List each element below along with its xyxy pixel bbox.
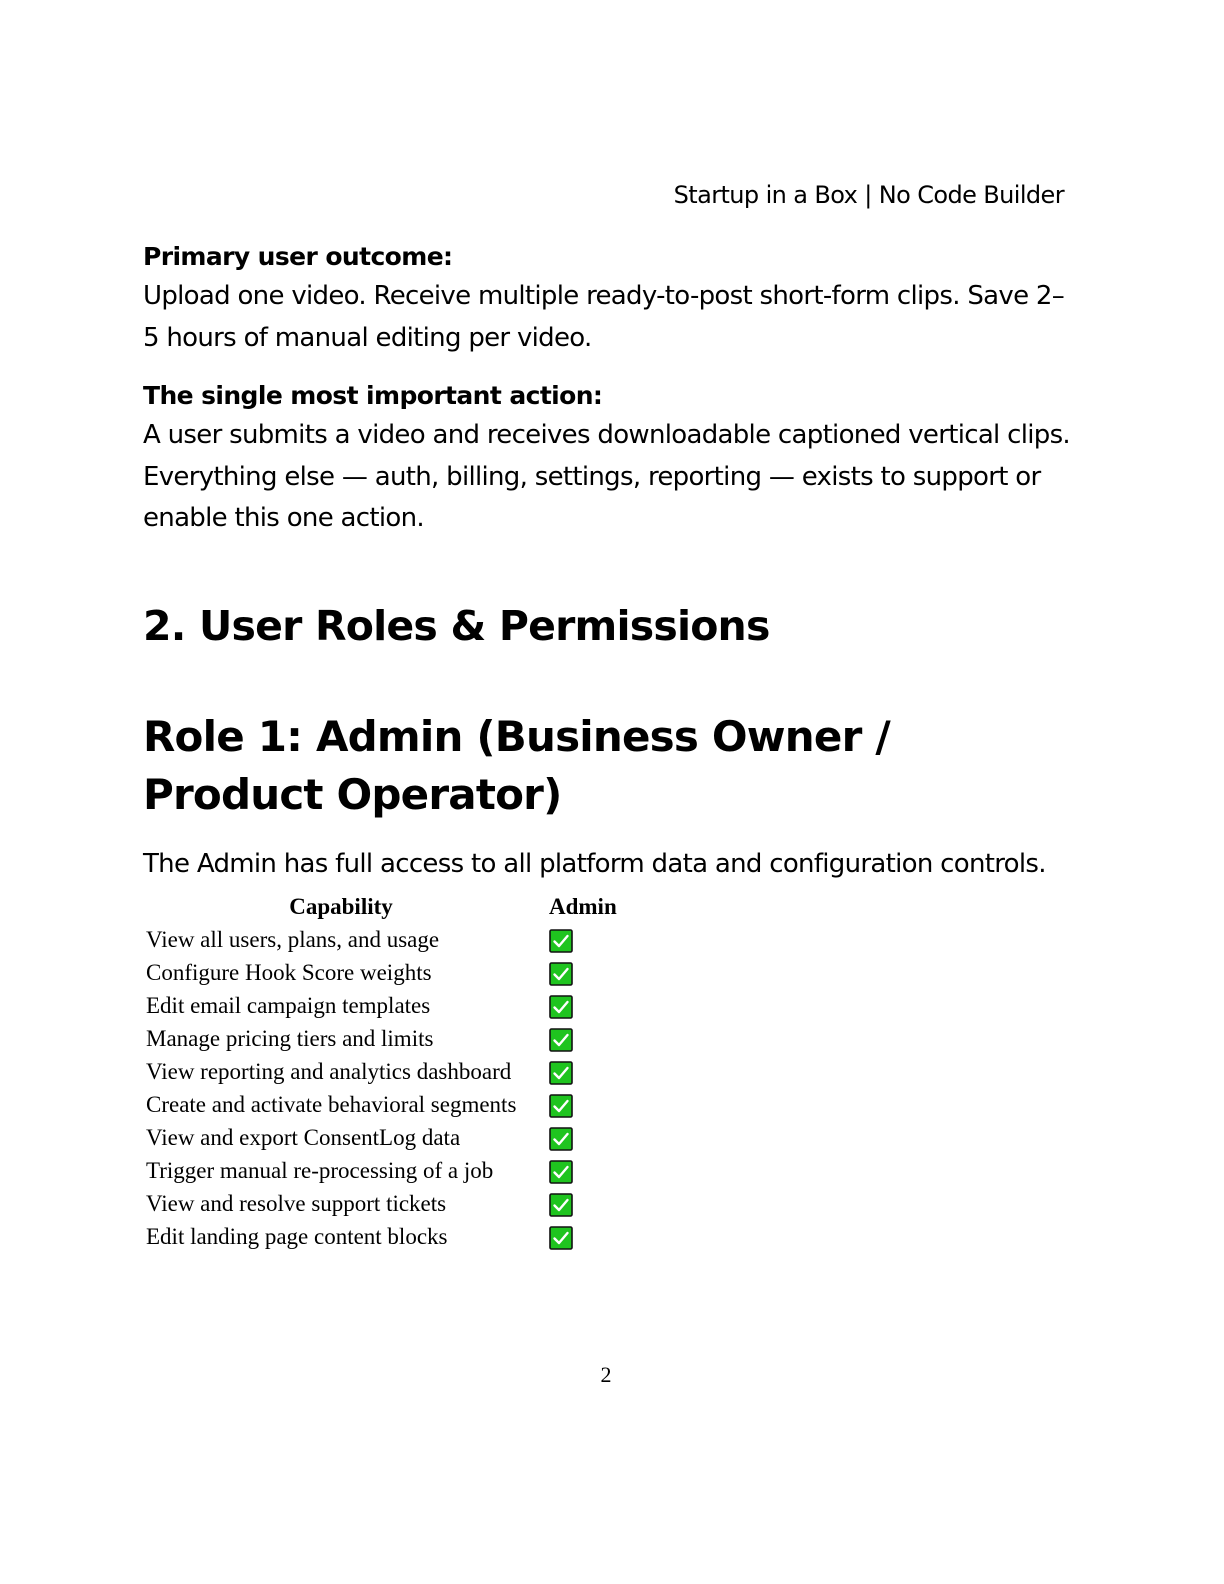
admin-permission-cell [539, 923, 620, 956]
capability-cell: View reporting and analytics dashboard [146, 1058, 512, 1084]
table-row [143, 1055, 620, 1088]
table-row [143, 923, 620, 956]
check-mark-icon [549, 1127, 573, 1151]
check-mark-icon [549, 1094, 573, 1118]
check-mark-icon [549, 1061, 573, 1085]
section-heading: 2. User Roles & Permissions [143, 601, 770, 650]
capability-cell: View and resolve support tickets [146, 1190, 447, 1216]
permissions-table-body [143, 923, 620, 1253]
outcome-text: Upload one video. Receive multiple ready-to-post short-form clips. Save 2–5 hours of manual editing per video. [143, 281, 1065, 353]
admin-permission-cell [539, 1055, 620, 1088]
admin-permission-cell [539, 956, 620, 989]
table-row [143, 989, 620, 1022]
check-mark-icon [549, 1193, 573, 1217]
check-mark-icon [549, 929, 573, 953]
capability-cell: Edit landing page content blocks [146, 1223, 448, 1249]
table-row [143, 1220, 620, 1253]
check-mark-icon [549, 962, 573, 986]
role-heading: Role 1: Admin (Business Owner / Product Operator) [143, 711, 890, 819]
admin-permission-cell [539, 1022, 620, 1055]
capability-cell: Configure Hook Score weights [146, 959, 432, 985]
role-description: The Admin has full access to all platform data and configuration controls. [143, 848, 1046, 879]
page-number: 2 [600, 1362, 612, 1387]
table-row [143, 1187, 620, 1220]
document-body [143, 238, 1073, 885]
outcome-label: Primary user outcome: [143, 242, 453, 271]
outcome-block [143, 238, 1073, 359]
table-row [143, 1154, 620, 1187]
admin-column-header: Admin [549, 893, 617, 919]
check-mark-icon [549, 1028, 573, 1052]
table-header-row [143, 890, 620, 923]
check-mark-icon [549, 1160, 573, 1184]
capability-column-header: Capability [289, 893, 393, 919]
check-mark-icon [549, 995, 573, 1019]
admin-permission-cell [539, 1088, 620, 1121]
action-text: A user submits a video and receives downloadable captioned vertical clips. Everything else — auth, billing, settings, reporting — exists to support or enable this one action. [143, 420, 1070, 533]
permissions-table [143, 890, 620, 1253]
table-row [143, 1121, 620, 1154]
admin-permission-cell [539, 1154, 620, 1187]
admin-permission-cell [539, 1220, 620, 1253]
admin-permission-cell [539, 1121, 620, 1154]
admin-permission-cell [539, 1187, 620, 1220]
check-mark-icon [549, 1226, 573, 1250]
capability-cell: View and export ConsentLog data [146, 1124, 461, 1150]
action-label: The single most important action: [143, 381, 603, 410]
admin-permission-cell [539, 989, 620, 1022]
page-header: Startup in a Box | No Code Builder [673, 181, 1064, 209]
action-block [143, 377, 1073, 540]
capability-cell: Trigger manual re-processing of a job [146, 1157, 494, 1183]
capability-cell: Manage pricing tiers and limits [146, 1025, 434, 1051]
table-row [143, 1088, 620, 1121]
capability-cell: Create and activate behavioral segments [146, 1091, 517, 1117]
capability-cell: Edit email campaign templates [146, 992, 431, 1018]
capability-cell: View all users, plans, and usage [146, 926, 440, 952]
table-row [143, 1022, 620, 1055]
table-row [143, 956, 620, 989]
